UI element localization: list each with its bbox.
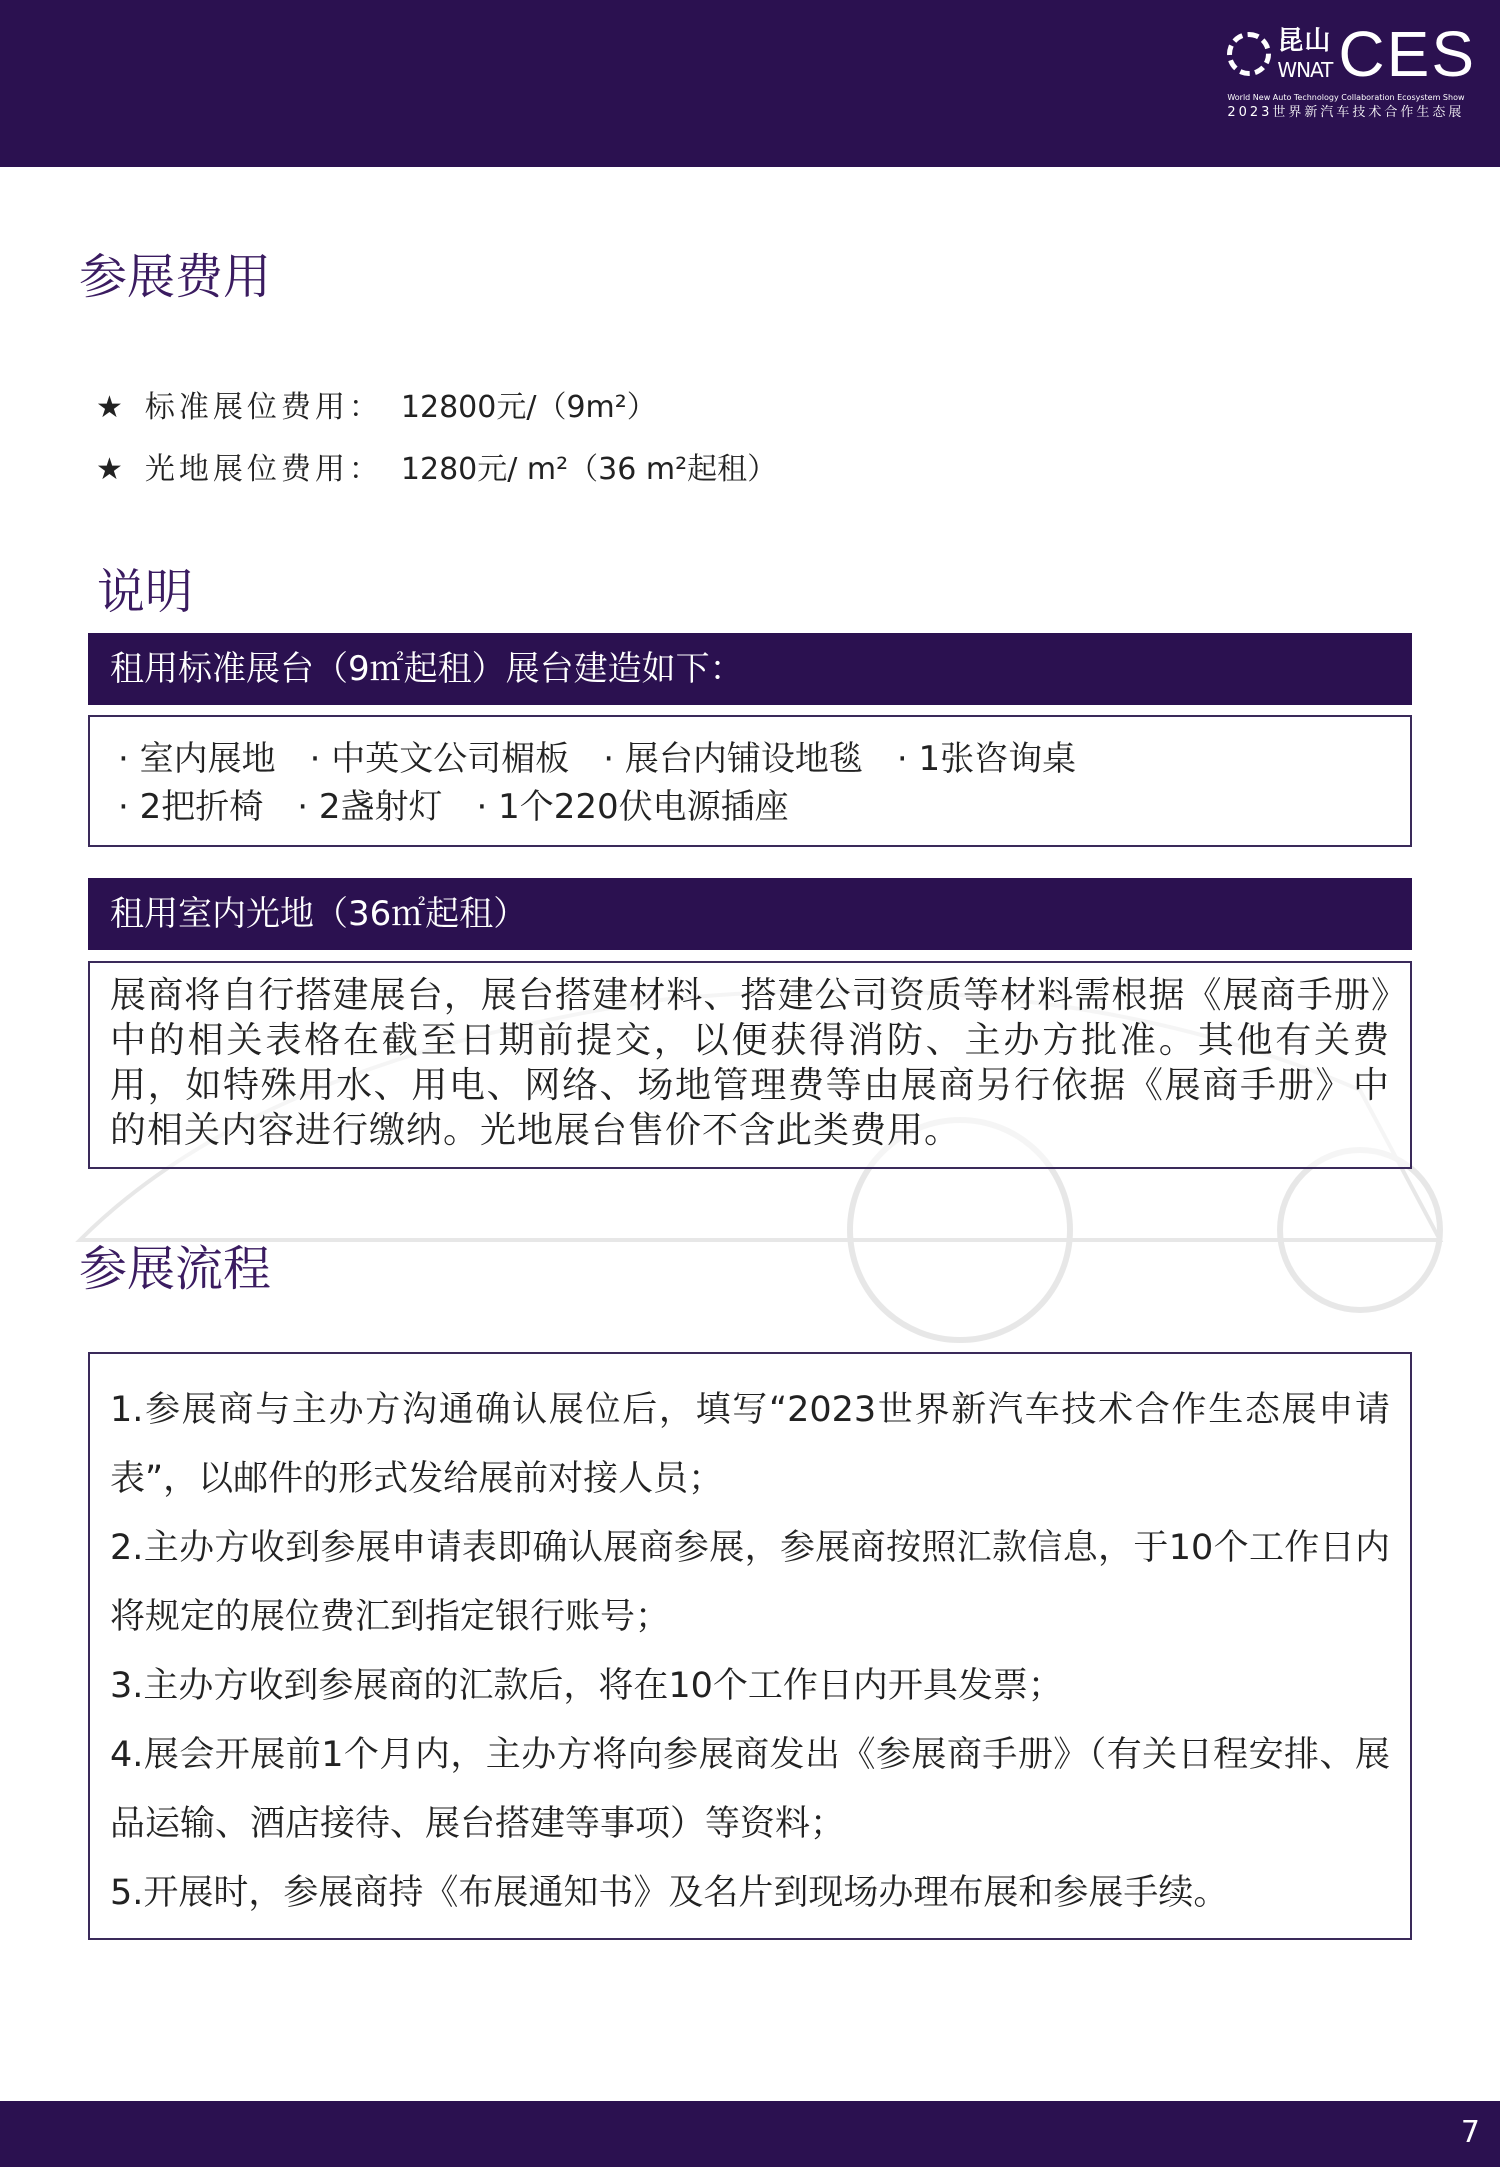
fee-standard	[96, 382, 657, 426]
fee-raw-space	[96, 444, 777, 488]
process-box	[88, 1352, 1412, 1940]
booth-item: · 室内展地	[118, 739, 276, 779]
gear-icon	[1227, 32, 1271, 76]
booth-item: · 1个220伏电源插座	[476, 787, 789, 827]
raw-space-text: 展商将自行搭建展台，展台搭建材料、搭建公司资质等材料需根据《展商手册》中的相关表格在截至日期前提交，以便获得消防、主办方批准。其他有关费用，如特殊用水、用电、网络、场地管理费等由展商另行依据《展商手册》中的相关内容进行缴纳。光地展台售价不含此类费用。	[110, 975, 1390, 1151]
logo-ces: CES	[1338, 18, 1476, 90]
fee-label: 光地展位费用：	[144, 452, 383, 487]
process-step: 1.参展商与主办方沟通确认展位后，填写“2023世界新汽车技术合作生态展申请表”，以邮件的形式发给展前对接人员；	[110, 1390, 1390, 1499]
star-icon: ★	[96, 390, 123, 425]
booth-item: · 2把折椅	[118, 787, 264, 827]
raw-space-header: 租用室内光地（36㎡起租）	[88, 878, 1412, 950]
logo-en: World New Auto Technology Collaboration Ecosystem Show	[1227, 93, 1465, 102]
wnat-ces-logo	[1227, 18, 1476, 122]
logo-cn: 昆山	[1277, 26, 1332, 56]
process-step: 4.展会开展前1个月内，主办方将向参展商发出《参展商手册》（有关日程安排、展品运输、酒店接待、展台搭建等事项）等资料；	[110, 1735, 1390, 1844]
fee-value: 1280元/ m²（36 m²起租）	[400, 452, 778, 487]
page-footer	[0, 2101, 1500, 2167]
page-number: 7	[1460, 2115, 1480, 2150]
fee-value: 12800元/（9m²）	[400, 390, 657, 425]
booth-item: · 1张咨询桌	[896, 739, 1077, 779]
notes-title: 说明	[97, 564, 194, 620]
booth-item: · 中英文公司楣板	[309, 739, 570, 779]
logo-stack	[1277, 25, 1332, 83]
standard-booth-box	[88, 715, 1412, 847]
process-step: 5.开展时，参展商持《布展通知书》及名片到现场办理布展和参展手续。	[110, 1873, 1229, 1913]
logo-sub: 2023世界新汽车技术合作生态展	[1227, 105, 1465, 120]
logo-wnat: WNAT	[1277, 58, 1333, 82]
fees-title: 参展费用	[79, 249, 272, 305]
raw-space-box	[88, 961, 1412, 1169]
fee-label: 标准展位费用：	[144, 390, 383, 425]
page-header	[0, 0, 1500, 167]
booth-item: · 2盏射灯	[297, 787, 443, 827]
logo-main-row	[1227, 18, 1476, 90]
process-step: 2.主办方收到参展申请表即确认展商参展，参展商按照汇款信息，于10个工作日内将规定的展位费汇到指定银行账号；	[110, 1528, 1390, 1637]
process-step: 3.主办方收到参展商的汇款后，将在10个工作日内开具发票；	[110, 1666, 1063, 1706]
standard-booth-header: 租用标准展台（9㎡起租）展台建造如下：	[88, 633, 1412, 705]
booth-item: · 展台内铺设地毯	[603, 739, 863, 779]
star-icon: ★	[96, 452, 123, 487]
process-title: 参展流程	[79, 1241, 272, 1297]
